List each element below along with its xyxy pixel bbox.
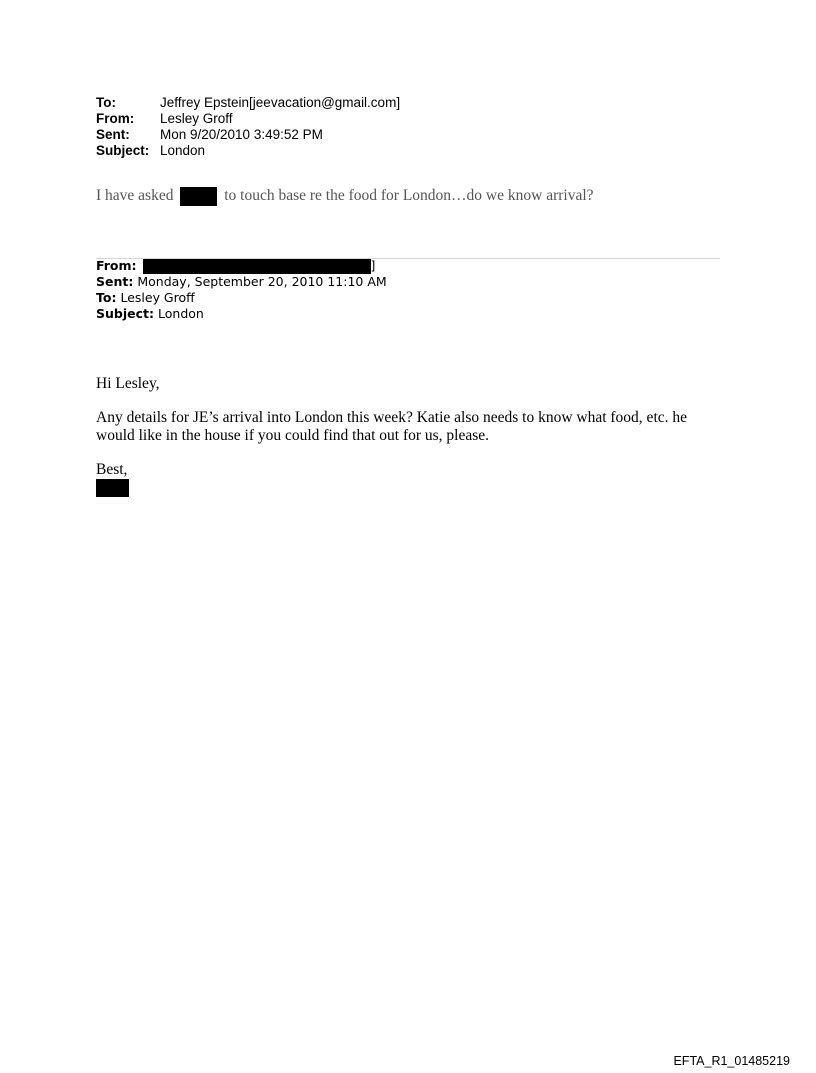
reply-text-after: to touch base re the food for London…do we know arrival? — [224, 187, 594, 205]
quoted-subject-row — [96, 306, 716, 322]
quoted-to-row — [96, 290, 716, 306]
subject-label: Subject: — [96, 143, 150, 158]
quoted-to-label: To: — [96, 290, 117, 305]
email-header — [96, 95, 696, 159]
redaction-box — [143, 259, 371, 274]
redaction-box — [180, 187, 217, 206]
document-id: EFTA_R1_01485219 — [673, 1054, 790, 1068]
quoted-from-row — [96, 258, 716, 274]
from-label: From: — [96, 111, 135, 126]
greeting: Hi Lesley, — [96, 375, 160, 392]
header-subject-row — [96, 143, 696, 159]
quoted-from-label: From: — [96, 258, 137, 273]
header-from-row — [96, 111, 696, 127]
quoted-subject-value: London — [158, 306, 204, 321]
header-to-row — [96, 95, 696, 111]
sent-value: Mon 9/20/2010 3:49:52 PM — [160, 127, 323, 142]
quoted-email-body — [96, 375, 716, 497]
subject-value: London — [160, 143, 206, 158]
quoted-subject-label: Subject: — [96, 306, 154, 321]
to-label: To: — [96, 95, 116, 110]
quoted-sent-row — [96, 274, 716, 290]
body-paragraph: Any details for JE’s arrival into London this week? Katie also needs to know what food, etc. he would like in the house if you could find that out for us, please. — [96, 409, 688, 444]
signature-block — [96, 461, 716, 497]
quoted-to-value: Lesley Groff — [120, 290, 195, 305]
header-sent-row — [96, 127, 696, 143]
reply-text-before: I have asked — [96, 187, 174, 205]
redaction-box — [96, 479, 129, 497]
sent-label: Sent: — [96, 127, 130, 142]
reply-message — [96, 187, 594, 206]
to-value: Jeffrey Epstein[jeevacation@gmail.com] — [160, 95, 401, 110]
quoted-sent-value: Monday, September 20, 2010 11:10 AM — [137, 274, 387, 289]
quoted-sent-label: Sent: — [96, 274, 134, 289]
closing: Best, — [96, 461, 128, 478]
from-value: Lesley Groff — [160, 111, 233, 126]
quoted-from-bracket: ] — [370, 258, 376, 273]
quoted-email-header — [96, 258, 716, 322]
